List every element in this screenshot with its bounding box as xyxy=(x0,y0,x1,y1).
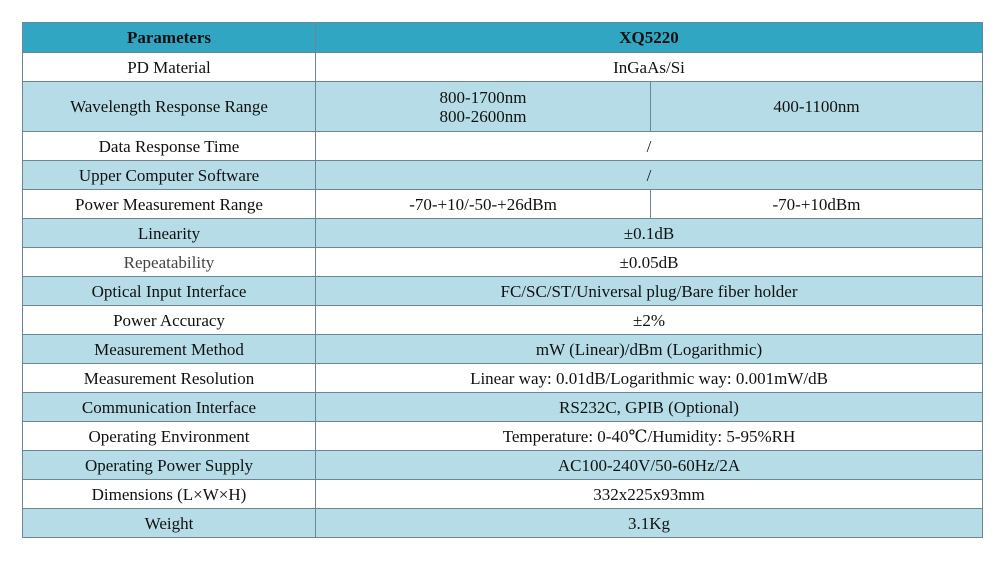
header-parameters: Parameters xyxy=(23,23,316,53)
table-header-row xyxy=(23,23,983,53)
row-value-line: 800-1700nm xyxy=(439,87,527,107)
table-row xyxy=(23,451,983,480)
table-row xyxy=(23,161,983,190)
row-label: Upper Computer Software xyxy=(23,161,316,190)
row-value: -70-+10dBm xyxy=(651,190,983,219)
row-value: / xyxy=(316,161,983,190)
row-value: mW (Linear)/dBm (Logarithmic) xyxy=(316,335,983,364)
row-value: / xyxy=(316,132,983,161)
row-label: Dimensions (L×W×H) xyxy=(23,480,316,509)
row-value: RS232C, GPIB (Optional) xyxy=(316,393,983,422)
row-value xyxy=(316,82,651,132)
row-label: Linearity xyxy=(23,219,316,248)
row-label: Operating Power Supply xyxy=(23,451,316,480)
row-value: Linear way: 0.01dB/Logarithmic way: 0.001mW/dB xyxy=(316,364,983,393)
table-row xyxy=(23,393,983,422)
table-row xyxy=(23,480,983,509)
row-value: ±0.1dB xyxy=(316,219,983,248)
row-value: 400-1100nm xyxy=(651,82,983,132)
spec-table xyxy=(22,22,983,538)
table-row xyxy=(23,132,983,161)
row-value: Temperature: 0-40℃/Humidity: 5-95%RH xyxy=(316,422,983,451)
row-label: Wavelength Response Range xyxy=(23,82,316,132)
table-row xyxy=(23,82,983,132)
row-value: 332x225x93mm xyxy=(316,480,983,509)
row-label: Communication Interface xyxy=(23,393,316,422)
table-row xyxy=(23,364,983,393)
row-label: Repeatability xyxy=(23,248,316,277)
row-label: Operating Environment xyxy=(23,422,316,451)
table-row xyxy=(23,190,983,219)
row-label: Power Accuracy xyxy=(23,306,316,335)
row-value: ±0.05dB xyxy=(316,248,983,277)
table-row xyxy=(23,509,983,538)
row-value: FC/SC/ST/Universal plug/Bare fiber holder xyxy=(316,277,983,306)
row-label: Power Measurement Range xyxy=(23,190,316,219)
row-label: Data Response Time xyxy=(23,132,316,161)
row-value: 3.1Kg xyxy=(316,509,983,538)
table-row xyxy=(23,277,983,306)
table-row xyxy=(23,335,983,364)
table-row xyxy=(23,219,983,248)
row-label: Measurement Resolution xyxy=(23,364,316,393)
header-model: XQ5220 xyxy=(316,23,983,53)
table-row xyxy=(23,422,983,451)
row-label: Optical Input Interface xyxy=(23,277,316,306)
row-value: -70-+10/-50-+26dBm xyxy=(316,190,651,219)
row-value: ±2% xyxy=(316,306,983,335)
table-row xyxy=(23,306,983,335)
row-label: Measurement Method xyxy=(23,335,316,364)
row-label: PD Material xyxy=(23,53,316,82)
row-value: InGaAs/Si xyxy=(316,53,983,82)
table-row xyxy=(23,248,983,277)
row-value: AC100-240V/50-60Hz/2A xyxy=(316,451,983,480)
row-label: Weight xyxy=(23,509,316,538)
table-row xyxy=(23,53,983,82)
row-value-line: 800-2600nm xyxy=(439,106,527,126)
